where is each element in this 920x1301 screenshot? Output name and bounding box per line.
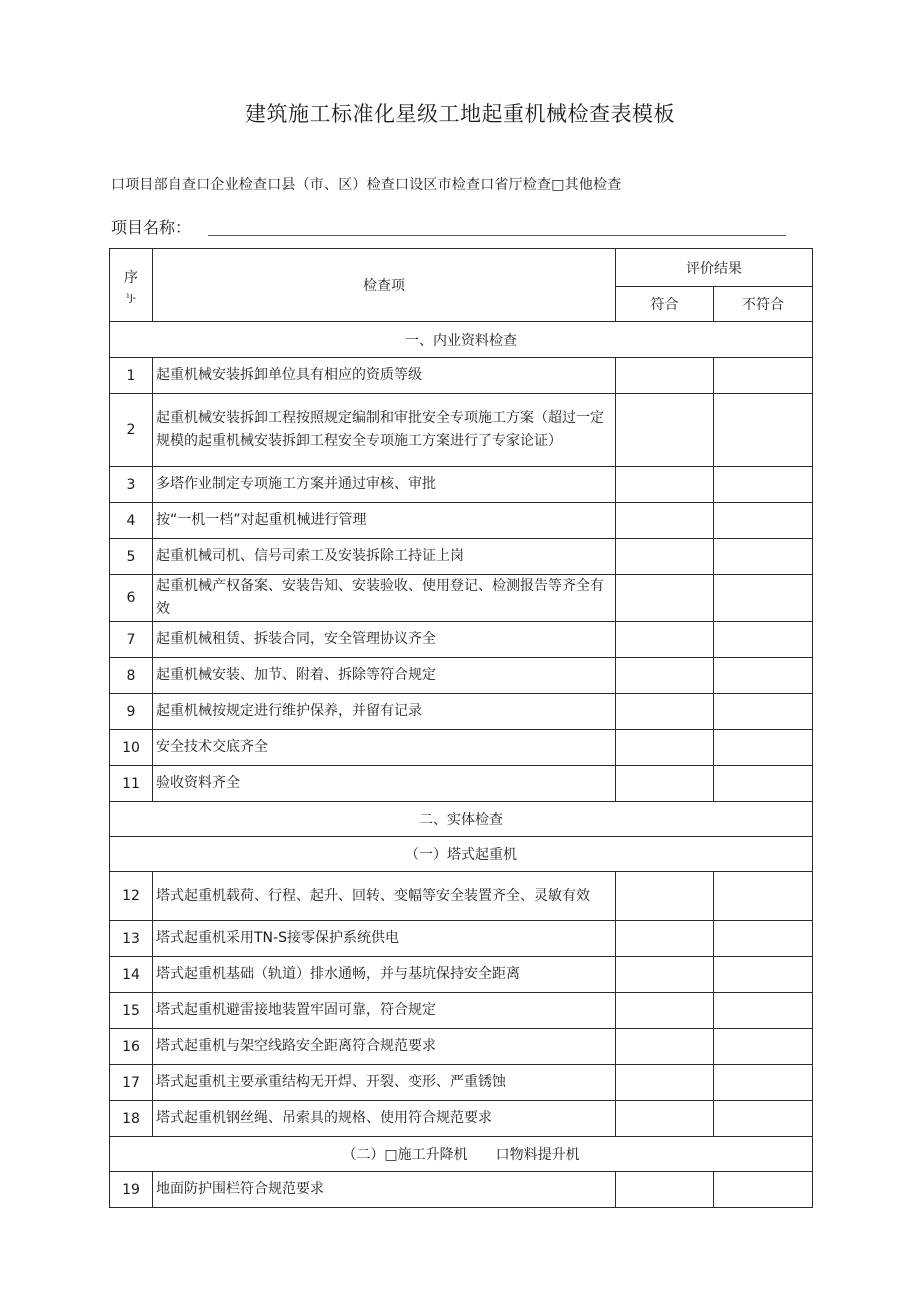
pass-cell[interactable] bbox=[616, 539, 714, 575]
table-row bbox=[110, 872, 813, 921]
pass-cell[interactable] bbox=[616, 694, 714, 730]
row-number: 12 bbox=[110, 872, 153, 921]
fail-cell[interactable] bbox=[714, 957, 813, 993]
row-item-text: 塔式起重机采用TN-S接零保护系统供电 bbox=[153, 921, 616, 957]
pass-cell[interactable] bbox=[616, 1065, 714, 1101]
table-row bbox=[110, 957, 813, 993]
row-number: 10 bbox=[110, 730, 153, 766]
fail-cell[interactable] bbox=[714, 766, 813, 802]
item-header: 检查项 bbox=[153, 249, 616, 322]
fail-cell[interactable] bbox=[714, 467, 813, 503]
fail-cell[interactable] bbox=[714, 1172, 813, 1208]
fail-cell[interactable] bbox=[714, 1029, 813, 1065]
row-item-text: 塔式起重机钢丝绳、吊索具的规格、使用符合规范要求 bbox=[153, 1101, 616, 1137]
row-item-text: 按“一机一档”对起重机械进行管理 bbox=[153, 503, 616, 539]
fail-cell[interactable] bbox=[714, 394, 813, 467]
row-item-text: 塔式起重机避雷接地装置牢固可靠，符合规定 bbox=[153, 993, 616, 1029]
row-item-text: 塔式起重机载荷、行程、起升、回转、变幅等安全装置齐全、灵敏有效 bbox=[153, 872, 616, 921]
row-item-text: 安全技术交底齐全 bbox=[153, 730, 616, 766]
row-item-text: 起重机械租赁、拆装合同，安全管理协议齐全 bbox=[153, 622, 616, 658]
row-item-text: 多塔作业制定专项施工方案并通过审核、审批 bbox=[153, 467, 616, 503]
inspection-table bbox=[109, 248, 813, 1208]
pass-cell[interactable] bbox=[616, 1172, 714, 1208]
pass-cell[interactable] bbox=[616, 957, 714, 993]
fail-cell[interactable] bbox=[714, 921, 813, 957]
row-item-text: 验收资料齐全 bbox=[153, 766, 616, 802]
pass-header: 符合 bbox=[616, 287, 714, 322]
row-number: 11 bbox=[110, 766, 153, 802]
project-name-label: 项目名称： bbox=[111, 218, 192, 237]
pass-cell[interactable] bbox=[616, 993, 714, 1029]
result-header: 评价结果 bbox=[616, 249, 813, 287]
pass-cell[interactable] bbox=[616, 394, 714, 467]
pass-cell[interactable] bbox=[616, 503, 714, 539]
seq-header-bottom: ¹J- bbox=[125, 292, 137, 304]
pass-cell[interactable] bbox=[616, 1101, 714, 1137]
row-item-text: 塔式起重机与架空线路安全距离符合规范要求 bbox=[153, 1029, 616, 1065]
row-number: 17 bbox=[110, 1065, 153, 1101]
row-number: 16 bbox=[110, 1029, 153, 1065]
row-item-text: 塔式起重机主要承重结构无开焊、开裂、变形、严重锈蚀 bbox=[153, 1065, 616, 1101]
pass-cell[interactable] bbox=[616, 872, 714, 921]
row-item-text: 起重机械安装、加节、附着、拆除等符合规定 bbox=[153, 658, 616, 694]
subsection-tower-crane: （一）塔式起重机 bbox=[110, 837, 813, 872]
row-item-text: 地面防护围栏符合规范要求 bbox=[153, 1172, 616, 1208]
fail-cell[interactable] bbox=[714, 694, 813, 730]
check-level-options: 口项目部自查口企业检查口县（市、区）检查口设区市检查口省厅检查□其他检查 bbox=[111, 177, 622, 193]
table-row bbox=[110, 575, 813, 622]
table-row bbox=[110, 1065, 813, 1101]
table-row bbox=[110, 1172, 813, 1208]
table-row bbox=[110, 358, 813, 394]
section-document-check: 一、内业资料检查 bbox=[110, 322, 813, 358]
fail-cell[interactable] bbox=[714, 658, 813, 694]
table-row bbox=[110, 1029, 813, 1065]
seq-header bbox=[110, 249, 153, 322]
fail-cell[interactable] bbox=[714, 1101, 813, 1137]
pass-cell[interactable] bbox=[616, 467, 714, 503]
fail-cell[interactable] bbox=[714, 503, 813, 539]
row-number: 5 bbox=[110, 539, 153, 575]
row-item-text: 起重机械司机、信号司索工及安装拆除工持证上岗 bbox=[153, 539, 616, 575]
row-number: 1 bbox=[110, 358, 153, 394]
fail-cell[interactable] bbox=[714, 358, 813, 394]
table-row bbox=[110, 730, 813, 766]
row-number: 7 bbox=[110, 622, 153, 658]
row-item-text: 起重机械安装拆卸单位具有相应的资质等级 bbox=[153, 358, 616, 394]
fail-cell[interactable] bbox=[714, 539, 813, 575]
page-title: 建筑施工标准化星级工地起重机械检查表模板 bbox=[245, 102, 675, 126]
seq-header-top: 序 bbox=[124, 269, 138, 286]
pass-cell[interactable] bbox=[616, 358, 714, 394]
table-row bbox=[110, 993, 813, 1029]
fail-cell[interactable] bbox=[714, 872, 813, 921]
row-number: 4 bbox=[110, 503, 153, 539]
fail-cell[interactable] bbox=[714, 730, 813, 766]
table-row bbox=[110, 921, 813, 957]
row-number: 3 bbox=[110, 467, 153, 503]
table-row bbox=[110, 658, 813, 694]
fail-cell[interactable] bbox=[714, 1065, 813, 1101]
row-item-text: 塔式起重机基础（轨道）排水通畅，并与基坑保持安全距离 bbox=[153, 957, 616, 993]
table-row bbox=[110, 1101, 813, 1137]
row-number: 9 bbox=[110, 694, 153, 730]
row-item-text: 起重机械安装拆卸工程按照规定编制和审批安全专项施工方案（超过一定规模的起重机械安装拆卸工程安全专项施工方案进行了专家论证） bbox=[153, 394, 616, 467]
row-number: 6 bbox=[110, 575, 153, 622]
fail-cell[interactable] bbox=[714, 575, 813, 622]
fail-cell[interactable] bbox=[714, 622, 813, 658]
pass-cell[interactable] bbox=[616, 766, 714, 802]
project-name-line bbox=[208, 235, 786, 236]
table-row bbox=[110, 503, 813, 539]
table-row bbox=[110, 394, 813, 467]
row-number: 8 bbox=[110, 658, 153, 694]
fail-header: 不符合 bbox=[714, 287, 813, 322]
table-row bbox=[110, 766, 813, 802]
table-row bbox=[110, 622, 813, 658]
row-number: 19 bbox=[110, 1172, 153, 1208]
table-row bbox=[110, 694, 813, 730]
row-number: 14 bbox=[110, 957, 153, 993]
row-number: 13 bbox=[110, 921, 153, 957]
pass-cell[interactable] bbox=[616, 1029, 714, 1065]
row-number: 15 bbox=[110, 993, 153, 1029]
row-number: 18 bbox=[110, 1101, 153, 1137]
table-row bbox=[110, 539, 813, 575]
pass-cell[interactable] bbox=[616, 575, 714, 622]
row-number: 2 bbox=[110, 394, 153, 467]
pass-cell[interactable] bbox=[616, 658, 714, 694]
subsection-hoist: （二）□施工升降机 口物料提升机 bbox=[110, 1137, 813, 1172]
pass-cell[interactable] bbox=[616, 730, 714, 766]
row-item-text: 起重机械产权备案、安装告知、安装验收、使用登记、检测报告等齐全有效 bbox=[153, 575, 616, 622]
fail-cell[interactable] bbox=[714, 993, 813, 1029]
section-physical-check: 二、实体检查 bbox=[110, 802, 813, 837]
pass-cell[interactable] bbox=[616, 921, 714, 957]
row-item-text: 起重机械按规定进行维护保养，并留有记录 bbox=[153, 694, 616, 730]
pass-cell[interactable] bbox=[616, 622, 714, 658]
table-row bbox=[110, 467, 813, 503]
